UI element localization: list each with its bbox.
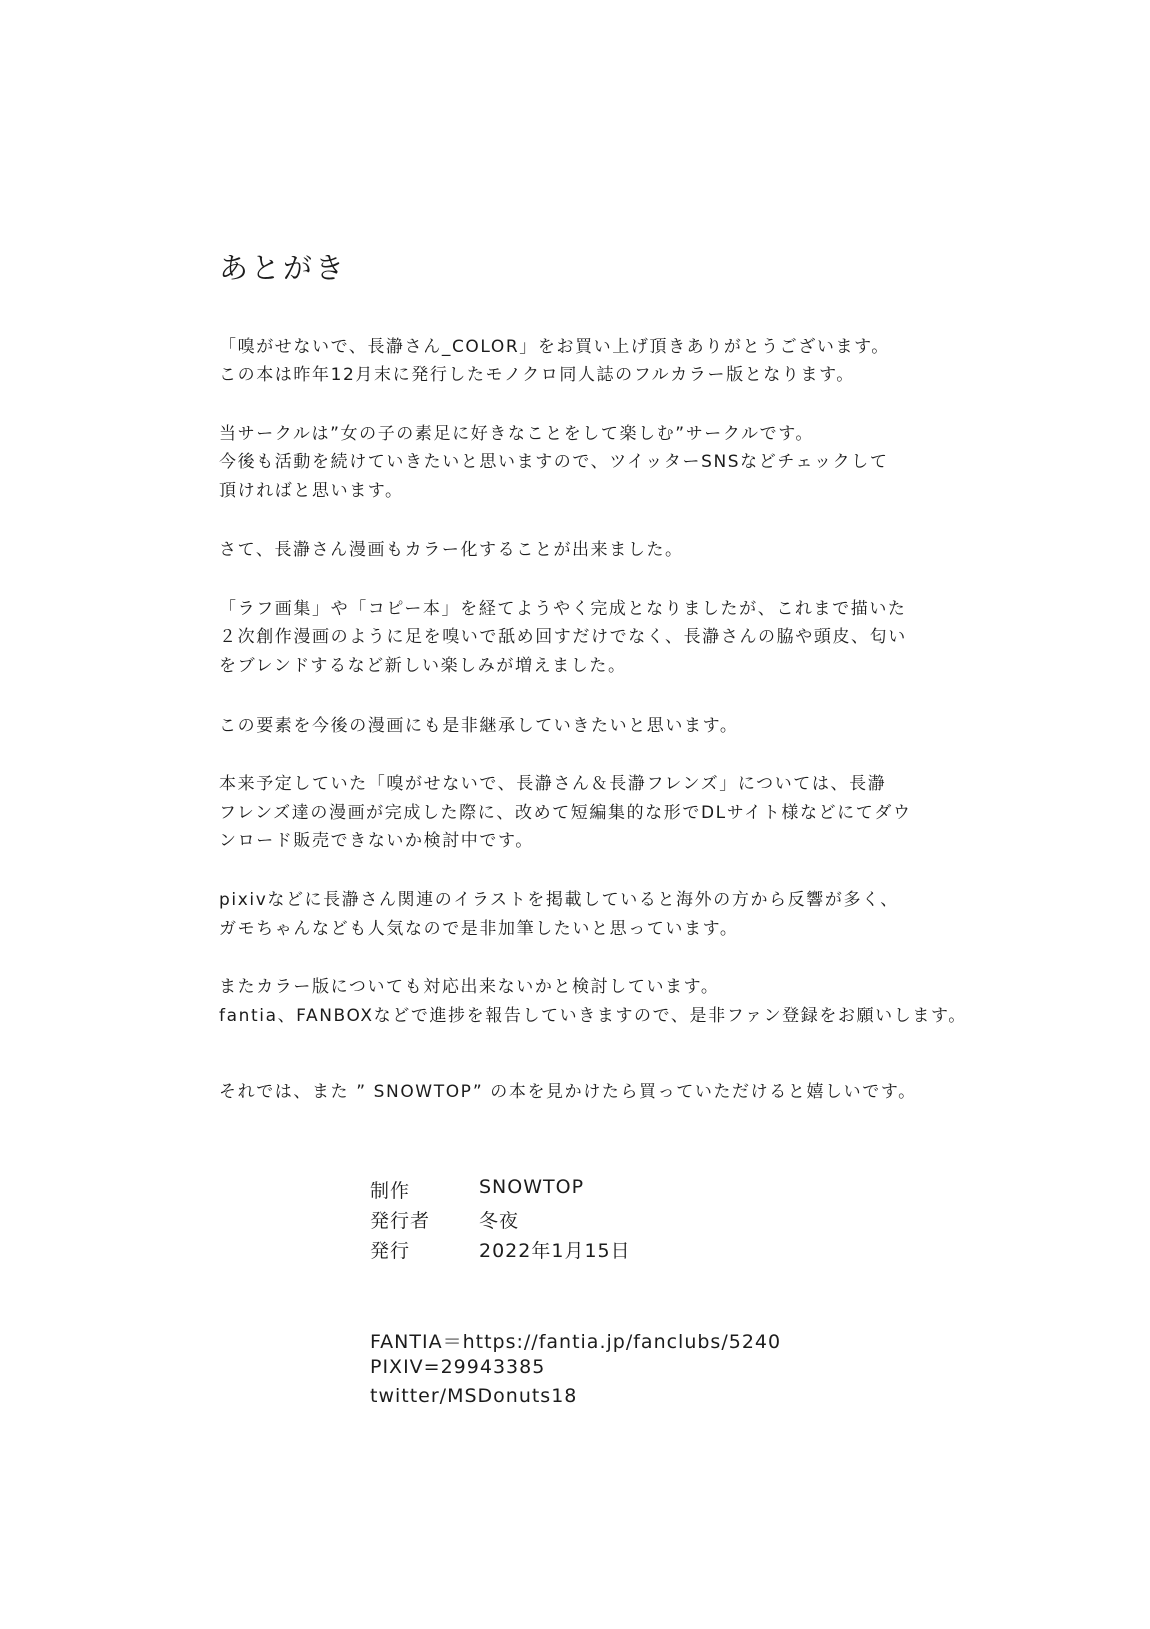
paragraph-line: をブレンドするなど新しい楽しみが増えました。 (219, 656, 627, 676)
paragraph-line: さて、長瀞さん漫画もカラー化することが出来ました。 (219, 540, 684, 560)
closing-line: それでは、また ” SNOWTOP” の本を見かけたら買っていただけると嬉しいです。 (219, 1082, 917, 1102)
twitter-handle: twitter/MSDonuts18 (370, 1385, 578, 1407)
paragraph-line: ンロード販売できないか検討中です。 (219, 831, 534, 851)
paragraph-line: またカラー版についても対応出来ないかと検討しています。 (219, 977, 720, 997)
credit-label: 発行 (370, 1240, 411, 1262)
credit-value: 冬夜 (479, 1210, 520, 1232)
afterword-heading: あとがき (219, 251, 348, 285)
pixiv-id: PIXIV=29943385 (370, 1356, 546, 1378)
credit-value: 2022年1月15日 (479, 1240, 631, 1262)
paragraph-line: ガモちゃんなども人気なので是非加筆したいと思っています。 (219, 919, 739, 939)
credit-label: 発行者 (370, 1210, 431, 1232)
fantia-link: FANTIA＝https://fantia.jp/fanclubs/5240 (370, 1331, 782, 1353)
paragraph-line: フレンズ達の漫画が完成した際に、改めて短編集的な形でDLサイト様などにてダウ (219, 803, 912, 823)
paragraph-line: 当サークルは”女の子の素足に好きなことをして楽しむ”サークルです。 (219, 424, 815, 444)
paragraph-line: この要素を今後の漫画にも是非継承していきたいと思います。 (219, 716, 739, 736)
paragraph-line: pixivなどに長瀞さん関連のイラストを掲載していると海外の方から反響が多く、 (219, 890, 899, 910)
paragraph-line: この本は昨年12月末に発行したモノクロ同人誌のフルカラー版となります。 (219, 365, 855, 385)
paragraph-line: fantia、FANBOXなどで進捗を報告していきますので、是非ファン登録をお願いします。 (219, 1006, 967, 1026)
paragraph-line: 頂ければと思います。 (219, 481, 404, 501)
paragraph-line: 本来予定していた「嗅がせないで、長瀞さん＆長瀞フレンズ」については、長瀞 (219, 774, 887, 794)
paragraph-line: ２次創作漫画のように足を嗅いで舐め回すだけでなく、長瀞さんの脇や頭皮、匂い (219, 627, 907, 647)
paragraph-line: 今後も活動を続けていきたいと思いますので、ツイッターSNSなどチェックして (219, 452, 889, 472)
credit-value: SNOWTOP (479, 1176, 585, 1198)
credit-label: 制作 (370, 1180, 411, 1202)
paragraph-line: 「嗅がせないで、長瀞さん_COLOR」をお買い上げ頂きありがとうございます。 (219, 337, 890, 357)
paragraph-line: 「ラフ画集」や「コピー本」を経てようやく完成となりましたが、これまで描いた (219, 599, 907, 619)
